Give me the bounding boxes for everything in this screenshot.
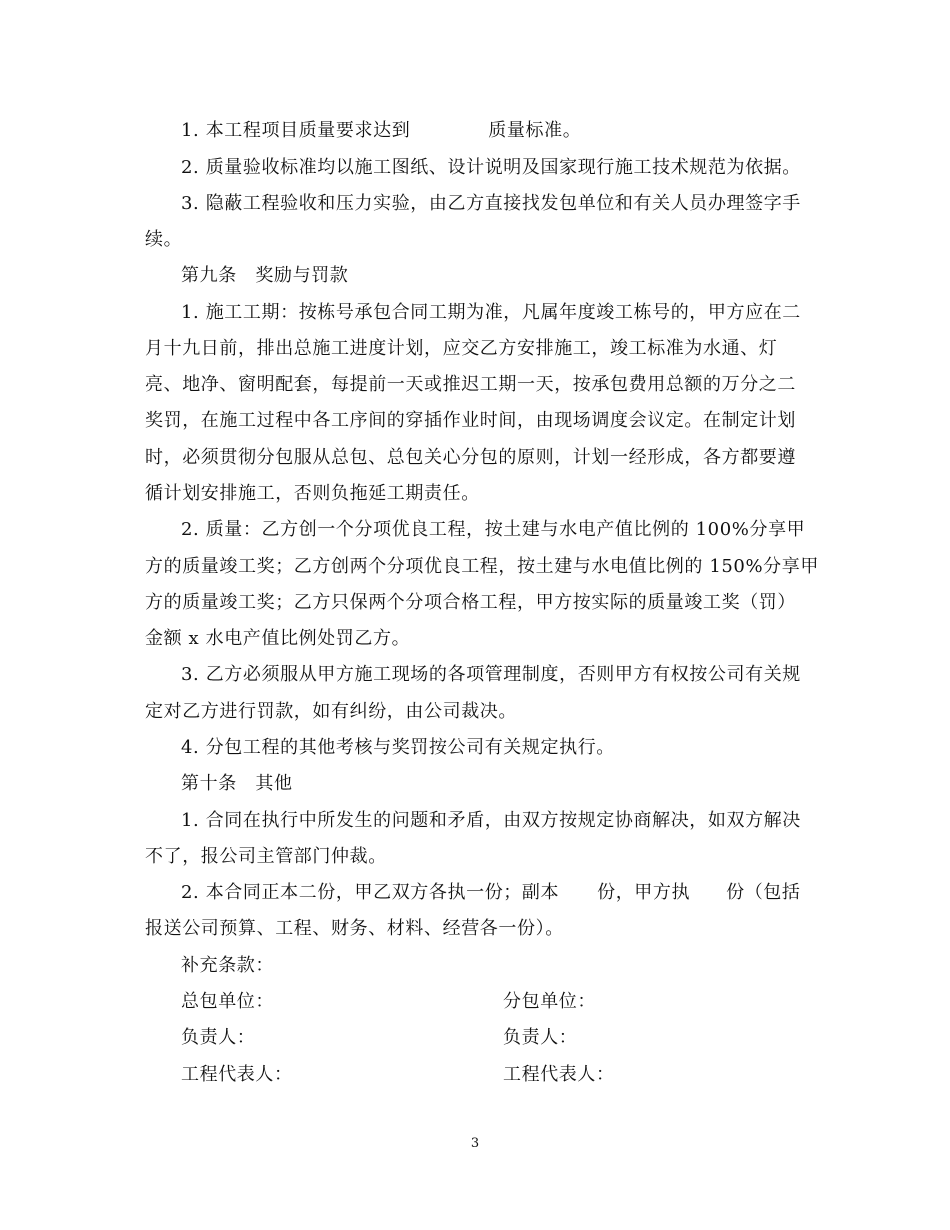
article-9-item-2-line-3: 方的质量竣工奖；乙方只保两个分项合格工程，甲方按实际的质量竣工奖（罚） (145, 592, 796, 613)
clause-8-item-3-line-1: 3. 隐蔽工程验收和压力实验，由乙方直接找发包单位和有关人员办理签字手 (181, 193, 801, 214)
general-contractor-label: 总包单位： (181, 991, 274, 1012)
article-9-item-2-line-4: 金额 x 水电产值比例处罚乙方。 (145, 628, 411, 649)
clause-8-item-2: 2. 质量验收标准均以施工图纸、设计说明及国家现行施工技术规范为依据。 (181, 157, 801, 178)
general-contractor-responsible-label: 负责人： (181, 1027, 256, 1048)
supplementary-terms-label: 补充条款： (181, 955, 274, 976)
subcontractor-responsible-label: 负责人： (503, 1027, 578, 1048)
article-9-item-1-line-4: 奖罚，在施工过程中各工序间的穿插作业时间，由现场调度会议定。在制定计划 (145, 410, 796, 431)
article-10-item-2-line-2: 报送公司预算、工程、财务、材料、经营各一份）。 (145, 918, 564, 939)
subcontractor-representative-label: 工程代表人： (503, 1064, 615, 1085)
article-9-item-1-line-6: 循计划安排施工，否则负拖延工期责任。 (145, 483, 480, 504)
text-segment: 份，甲方执 (597, 882, 691, 903)
page-number: 3 (470, 1136, 480, 1151)
article-9-item-1-line-2: 月十九日前，排出总施工进度计划，应交乙方安排施工，竣工标准为水通、灯 (145, 338, 778, 359)
article-10-item-1-line-1: 1. 合同在执行中所发生的问题和矛盾，由双方按规定协商解决，如双方解决 (181, 810, 801, 831)
article-9-item-3-line-1: 3. 乙方必须服从甲方施工现场的各项管理制度，否则甲方有权按公司有关规 (181, 664, 801, 685)
article-10-item-1-line-2: 不了，报公司主管部门仲裁。 (145, 846, 387, 867)
article-9-item-4: 4. 分包工程的其他考核与奖罚按公司有关规定执行。 (181, 737, 615, 758)
subcontractor-label: 分包单位： (503, 991, 596, 1012)
clause-8-item-1 (181, 113, 581, 149)
article-9-item-1-line-3: 亮、地净、窗明配套，每提前一天或推迟工期一天，按承包费用总额的万分之二 (145, 374, 796, 395)
clause-8-item-3-line-2: 续。 (145, 229, 183, 250)
article-9-item-3-line-2: 定对乙方进行罚款，如有纠纷，由公司裁决。 (145, 701, 517, 722)
text-segment: 1. 本工程项目质量要求达到 (181, 120, 411, 141)
article-10-item-2-line-1 (181, 875, 801, 911)
text-segment: 质量标准。 (488, 120, 582, 141)
article-9-item-2-line-2: 方的质量竣工奖；乙方创两个分项优良工程，按土建与水电值比例的 150%分享甲 (145, 556, 819, 577)
text-segment: 份（包括 (726, 882, 801, 903)
text-segment: 2. 本合同正本二份，甲乙双方各执一份；副本 (181, 882, 560, 903)
general-contractor-representative-label: 工程代表人： (181, 1064, 293, 1085)
article-9-item-1-line-1: 1. 施工工期：按栋号承包合同工期为准，凡属年度竣工栋号的，甲方应在二 (181, 302, 801, 323)
article-9-item-1-line-5: 时，必须贯彻分包服从总包、总包关心分包的原则，计划一经形成，各方都要遵 (145, 447, 796, 468)
article-10-heading: 第十条 其他 (181, 773, 293, 794)
article-9-item-2-line-1: 2. 质量：乙方创一个分项优良工程，按土建与水电产值比例的 100%分享甲 (181, 519, 806, 540)
article-9-heading: 第九条 奖励与罚款 (181, 265, 349, 286)
